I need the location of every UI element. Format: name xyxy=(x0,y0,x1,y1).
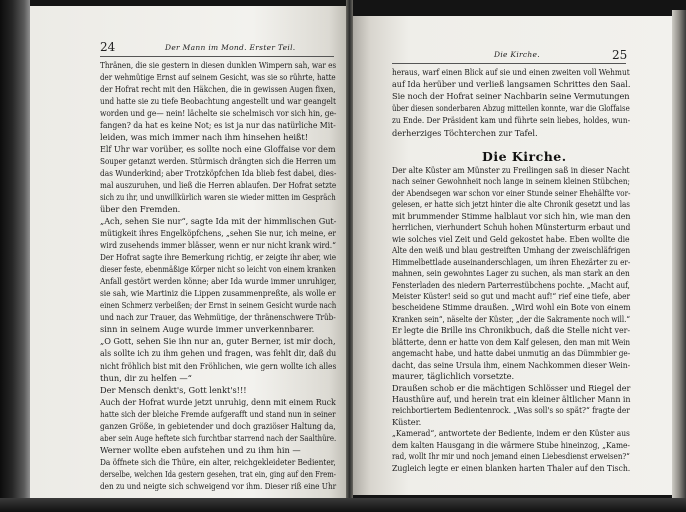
text-line: Er legte die Brille ins Chronikbuch, daß die Stelle nicht ver- xyxy=(392,325,630,336)
bottom-shadow xyxy=(0,498,686,512)
chapter-heading: Die Kirche. xyxy=(482,149,567,164)
text-line: einen Schmerz verbeißen; der Ernst in seinem Gesicht wurde nach xyxy=(100,300,337,311)
text-line: und hatte sie zu tiefe Beobachtung angestellt und war geangelt xyxy=(100,96,336,107)
text-line: den zu und neigte sich schweigend vor ihm. Dieser riß eine Uhr xyxy=(100,480,337,491)
text-line: nach seiner Gewohnheit noch lange in seinem kleinen Stübchen; xyxy=(392,176,630,187)
text-line: Alte den weiß und blau gestreiften Umhang der zweischläfrigen xyxy=(392,245,631,256)
text-line: Der alte Küster am Münster zu Freilingen saß in dieser Nacht xyxy=(392,165,630,175)
text-line: „Ach, sehen Sie nur“, sagte Ida mit der himmlischen Gut- xyxy=(100,216,337,227)
text-line: Fensterladen des niedern Parterrestübchens pochte. „Macht auf, xyxy=(392,279,630,290)
text-line: nicht fröhlich bist mit den Fröhlichen, wie gern wollte ich alles xyxy=(100,360,337,371)
text-line: thun, dir zu helfen —“ xyxy=(100,372,192,383)
left-header-rule xyxy=(100,56,334,57)
text-line: als sollte ich zu ihm gehen und fragen, was fehlt dir, daß du xyxy=(100,348,337,359)
book-cover-edge-left xyxy=(0,0,30,512)
text-line: gelesen, er hatte sich jetzt hinter die alte Chronik gesetzt und las xyxy=(392,199,630,210)
text-line: heraus, warf einen Blick auf sie und einen zweiten voll Wehmut xyxy=(392,67,630,77)
text-line: aber sein Auge heftete sich furchtbar starrend nach der Saalthüre. xyxy=(100,432,337,443)
text-line: Der Mensch denkt's, Gott lenkt's!!! xyxy=(100,384,247,395)
text-line: sie sah, wie Martiniz die Lippen zusammenpreßte, als wolle er xyxy=(100,288,336,299)
text-line: reichbortiertem Bedientenrock. „Was soll's so spät?“ fragte der xyxy=(392,405,630,416)
text-line: dacht, das seine Ursula ihm, einem Nachkommen dieser Wein- xyxy=(392,359,631,370)
text-line: über diesen sonderbaren Abzug mitteilen konnte, war die Gloffaise xyxy=(392,103,630,114)
text-line: „O Gott, sehen Sie ihn nur an, guter Berner, ist mir doch, xyxy=(100,336,336,347)
text-line: Himmelbettlade auseinanderschlagen, um ihren Ehezärter zu er- xyxy=(392,256,631,267)
text-line: maurer, täglichlich vorsetzte. xyxy=(392,371,515,382)
text-line: „Kamerad“, antwortete der Bediente, indem er den Küster aus xyxy=(392,428,630,439)
text-line: auf Ida herüber und verließ langsamen Schrittes den Saal. xyxy=(392,79,631,90)
text-line: Da öffnete sich die Thüre, ein alter, reichgekleideter Bedienter, xyxy=(100,456,336,467)
text-line: Anfall gestört werden könne; aber Ida wurde immer unruhiger, xyxy=(100,276,337,287)
text-line: Zugleich legte er einen blanken harten Thaler auf den Tisch. xyxy=(392,462,631,473)
text-line: Souper getanzt werden. Stürmisch drängten sich die Herren um xyxy=(100,156,336,167)
text-line: dem kalten Hausgang in die wärmere Stube hineinzog, „Kame- xyxy=(392,439,630,450)
left-running-head: Der Mann im Mond. Erster Teil. xyxy=(165,43,296,52)
text-line: leiden, was mich immer nach ihm hinsehen heißt! xyxy=(100,132,308,143)
text-line: der Abendsegen war schon vor einer Stunde seiner Ehehälfte vor- xyxy=(392,187,631,198)
text-line: derherziges Töchterchen zur Tafel. xyxy=(392,127,538,138)
text-line: Auch der Hofrat wurde jetzt unruhig, denn mit einem Ruck xyxy=(100,396,336,407)
text-line: wird zusehends immer blässer, wenn er nur nicht krank wird.“ xyxy=(100,240,336,251)
text-line: Elf Uhr war vorüber, es sollte noch eine Gloffaise vor dem xyxy=(100,144,336,155)
text-line: mit brummender Stimme halblaut vor sich hin, wie man den xyxy=(392,210,631,221)
text-line: Küster. xyxy=(392,416,422,427)
text-line: Meister Küster! seid so gut und macht auf!“ rief eine tiefe, aber xyxy=(392,290,630,301)
text-line: worden und ge— nein! lächelte sie schelmisch vor sich hin, ge- xyxy=(100,108,337,119)
text-line: derselbe, welchen Ida gestern gesehen, trat ein, ging auf den Frem- xyxy=(100,468,336,479)
text-line: ganzen Größe, in gebietender und doch graziöser Haltung da, xyxy=(100,420,336,431)
book-gutter xyxy=(346,0,353,512)
text-line: herrlichen, vierhundert Schuh hohen Münsterturm erbaut und xyxy=(392,222,631,233)
text-line: hatte sich der bleiche Fremde aufgerafft und stand nun in seiner xyxy=(100,408,336,419)
text-line: über den Fremden. xyxy=(100,204,181,215)
text-line: Werner wollte eben aufstehen und zu ihm hin — xyxy=(100,444,301,455)
right-page-number: 25 xyxy=(612,48,628,62)
right-running-head: Die Kirche. xyxy=(494,50,540,59)
text-line: sinn in seinem Auge wurde immer unverkennbarer. xyxy=(100,324,315,335)
text-line: Der Hofrat sagte ihre Bemerkung richtig, er zeigte ihr aber, wie xyxy=(100,252,337,263)
text-line: wie solches viel Zeit und Geld gekostet habe. Eben wollte die xyxy=(392,233,630,244)
text-line: Kranken sein“, näselte der Küster, „der die Sakramente noch will.“ xyxy=(392,313,630,324)
text-line: angemacht habe, und hatte dabei unmutig an das Dümmbier ge- xyxy=(392,348,631,359)
text-line: zu Ende. Der Präsident kam und führte sein liebes, holdes, wun- xyxy=(392,115,631,126)
text-line: Hausthüre auf, und herein trat ein kleiner ältlicher Mann in xyxy=(392,394,631,404)
text-line: mütigkeit ihres Engelköpfchens, „sehen Sie nur, ich meine, er xyxy=(100,228,336,239)
right-header-rule xyxy=(392,63,626,64)
text-line: Sie noch der Hofrat seiner Nachbarin seine Vermutungen xyxy=(392,91,630,102)
text-line: fangen? da hat es keine Not; es ist ja nur das natürliche Mit- xyxy=(100,120,336,131)
left-page-number: 24 xyxy=(100,40,116,54)
text-line: rad, wollt Ihr mir und noch jemand einen Liebesdienst erweisen?“ xyxy=(392,451,630,462)
text-line: bescheidene Stimme draußen. „Wird wohl ein Bote von einem xyxy=(392,302,631,313)
text-line: der wehmütige Ernst auf seinem Gesicht, was sie so rührte, hatte xyxy=(100,72,336,83)
text-line: Thränen, die sie gestern in diesen dunklen Wimpern sah, war es xyxy=(100,60,337,70)
text-line: dieser feste, ebenmäßige Körper nicht so leicht von einem kranken xyxy=(100,264,336,275)
text-line: mahnen, sein gewohntes Lager zu suchen, als man stark an den xyxy=(392,268,630,279)
text-line: der Hofrat recht mit den Häkchen, die in gewissen Augen fixen, xyxy=(100,84,336,95)
text-line: das Wunderkind; aber Trotzköpfchen Ida blieb fest dabei, dies- xyxy=(100,168,337,179)
page-edges-right xyxy=(672,10,686,504)
text-line: sich zu ihr, und unwillkürlich waren sie wieder mitten im Gespräch xyxy=(100,192,336,203)
text-line: und nach zur Trauer, das Wehmütige, der thränenschwere Trüb- xyxy=(100,312,336,323)
text-line: Draußen schob er die mächtigen Schlösser und Riegel der xyxy=(392,382,631,393)
text-line: blätterte, denn er hatte von dem Kalf gelesen, den man mit Wein xyxy=(392,336,631,347)
text-line: mal auszuruhen, und ließ die Herren ablaufen. Der Hofrat setzte xyxy=(100,180,337,191)
